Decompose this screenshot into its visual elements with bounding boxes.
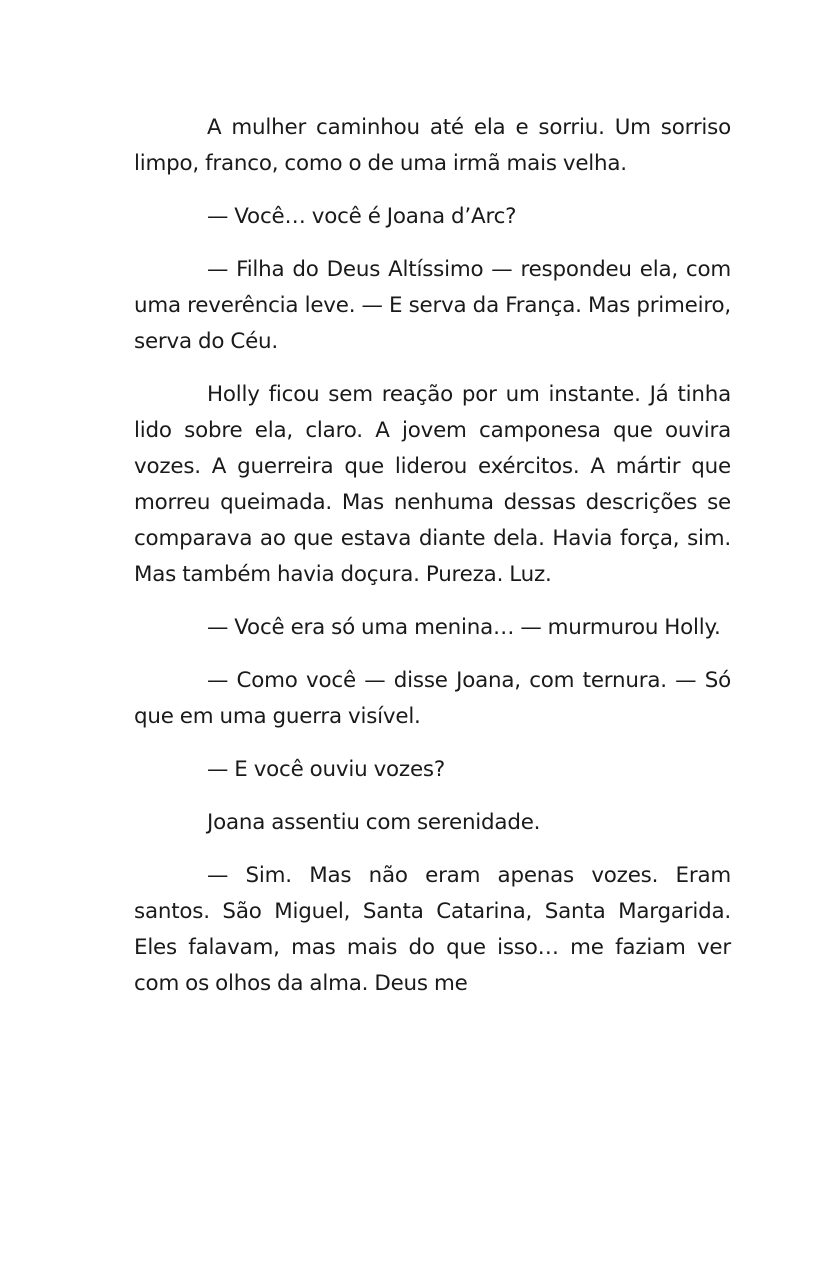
paragraph-holly-question-joan: — Você… você é Joana d’Arc? [207,204,517,229]
paragraph-joan-nods: Joana assentiu com serenidade. [207,810,541,835]
paragraph-saints: — Sim. Mas não eram apenas vozes. Eram santos. São Miguel, Santa Catarina, Santa Margarida. Eles falavam, mas mais do que isso… me faziam ver com os olhos da alma. Deus me [134,863,731,996]
paragraph-holly-murmur: — Você era só uma menina… — murmurou Holly. [207,615,721,640]
paragraph-joan-tenderness: — Como você — disse Joana, com ternura. — Só que em uma guerra visível. [134,668,731,729]
paragraph-voices-question: — E você ouviu vozes? [207,757,446,782]
book-page [134,110,731,1019]
paragraph-joan-reply: — Filha do Deus Altíssimo — respondeu ela, com uma reverência leve. — E serva da França. Mas primeiro, serva do Céu. [134,257,731,354]
paragraph-woman-smiled: A mulher caminhou até ela e sorriu. Um sorriso limpo, franco, como o de uma irmã mais velha. [134,115,731,176]
paragraph-holly-reflection: Holly ficou sem reação por um instante. Já tinha lido sobre ela, claro. A jovem camponesa que ouvira vozes. A guerreira que liderou exércitos. A mártir que morreu queimada. Mas nenhuma dessas descrições se comparava ao que estava diante dela. Havia força, sim. Mas também havia doçura. Pureza. Luz. [134,382,731,587]
